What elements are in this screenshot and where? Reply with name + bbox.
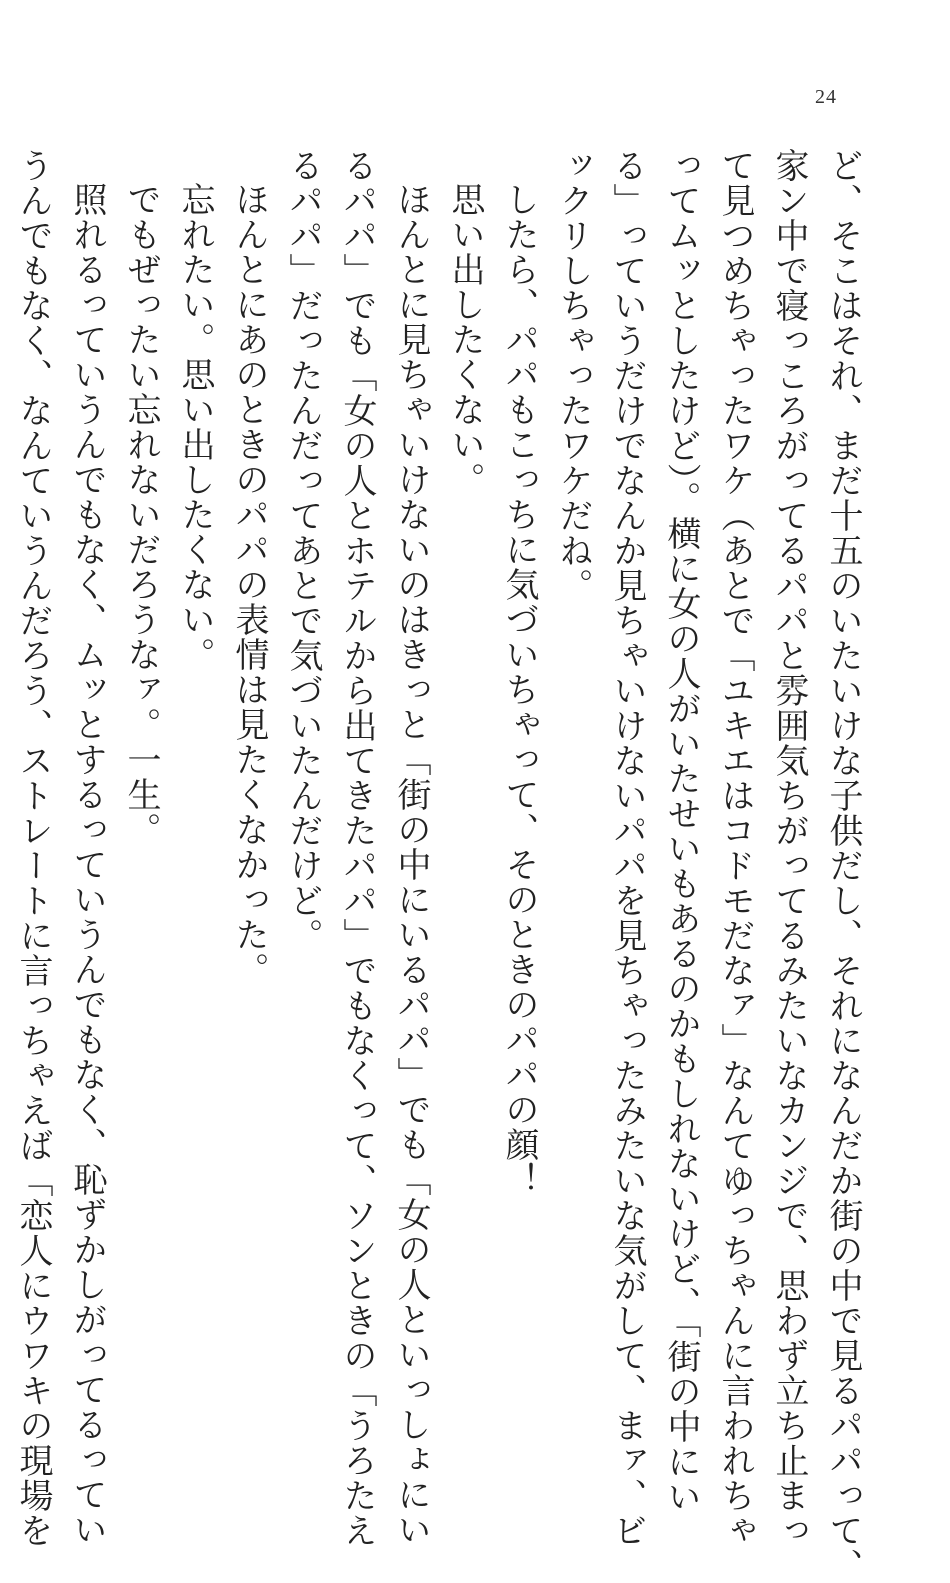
text-line: ほんとに見ちゃいけないのはきっと「街の中にいるパパ」でも「女の人といっしょにい [391, 182, 431, 1547]
text-line: うんでもなく、なんていうんだろう、ストレートに言っちゃえば「恋人にウワキの現場を [13, 148, 53, 1548]
text-line: したら、パパもこっちに気づいちゃって、そのときのパパの顔！ [499, 182, 539, 1197]
text-line: て見つめちゃったワケ（あとで「ユキエはコドモだなァ」なんてゆっちゃんに言われちゃ [715, 148, 755, 1548]
text-line: 忘れたい。思い出したくない。 [175, 182, 215, 672]
vertical-text-body [13, 148, 870, 1583]
text-line: る」っていうだけでなんか見ちゃいけないパパを見ちゃったみたいな気がして、まァ、ビ [607, 148, 647, 1548]
text-line: るパパ」でも「女の人とホテルから出てきたパパ」でもなくって、ソンときの「うろたえ [337, 148, 377, 1548]
page-number: 24 [815, 86, 837, 108]
text-line: 家ン中で寝っころがってるパパと雰囲気ちがってるみたいなカンジで、思わず立ち止まっ [769, 148, 809, 1548]
text-line: ってムッとしたけど）。横に女の人がいたせいもあるのかもしれないけど、「街の中にい [661, 148, 701, 1514]
text-line: 照れるっていうんでもなく、ムッとするっていうんでもなく、恥ずかしがってるってい [67, 182, 107, 1547]
text-line: ほんとにあのときのパパの表情は見たくなかった。 [229, 182, 269, 987]
text-line: ど、そこはそれ、まだ十五のいたいけな子供だし、それになんだか街の中で見るパパって、 [823, 148, 863, 1583]
text-line: ックリしちゃったワケだね。 [553, 148, 593, 603]
text-line: 思い出したくない。 [445, 182, 485, 497]
text-line: でもぜったい忘れないだろうなァ。一生。 [121, 182, 161, 847]
text-line: るパパ」だったんだってあとで気づいたんだけど。 [283, 148, 323, 953]
